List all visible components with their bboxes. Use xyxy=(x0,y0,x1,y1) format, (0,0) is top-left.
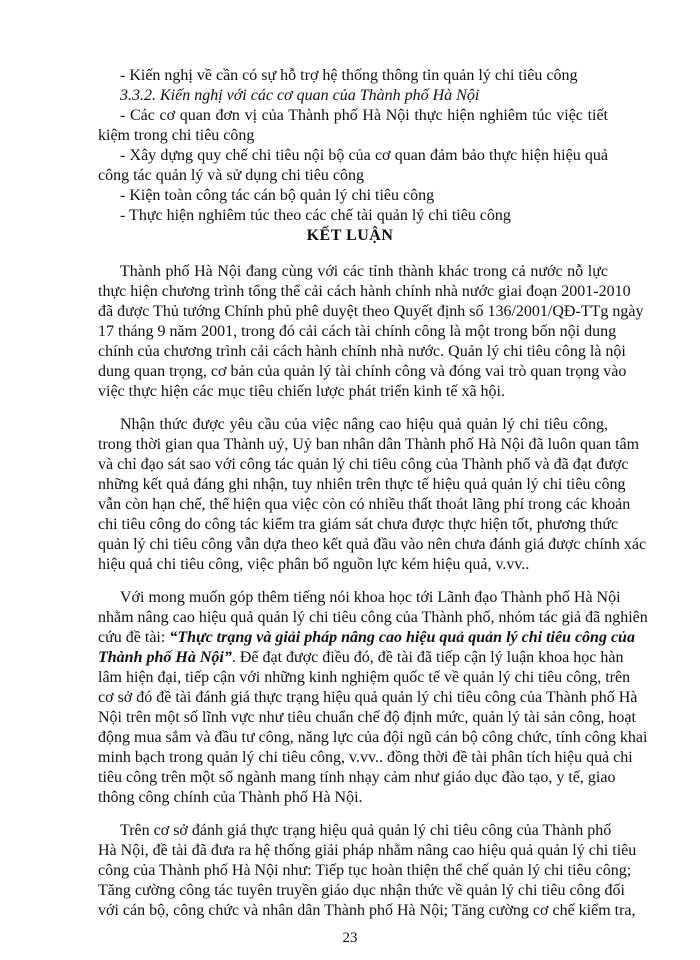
paragraph-line: trong thời gian qua Thành uỷ, Uỷ ban nhân dân Thành phố Hà Nội đã luôn quan tâm xyxy=(98,436,640,453)
paragraph-line: việc thực hiện các mục tiêu chiến lược phát triển kinh tế xã hội. xyxy=(98,383,505,400)
paragraph-line: Thành phố Hà Nội đang cùng với các tỉnh thành khác trong cả nước nỗ lực xyxy=(120,263,608,280)
paragraph-line: chi tiêu công do công tác kiểm tra giám sát chưa được thực hiện tốt, phương thức xyxy=(98,516,619,533)
paragraph-line: 17 tháng 9 năm 2001, trong đó cải cách tài chính công là một trong bốn nội dung xyxy=(98,323,617,340)
paragraph-line: vẫn còn hạn chế, thể hiện qua việc còn có nhiều thất thoát lãng phí trong các khoản xyxy=(98,496,631,513)
text-segment: . Để đạt được điều đó, đề tài đã tiếp cận lý luận khoa học hàn xyxy=(231,649,624,666)
study-title: “Thực trạng và giải pháp nâng cao hiệu quả quản lý chi tiêu công của xyxy=(169,629,635,646)
paragraph-line: hiệu quả chi tiêu công, việc phân bổ nguồn lực kém hiệu quả, v.vv.. xyxy=(98,556,530,573)
recommendation-item: - Kiến nghị về cần có sự hỗ trợ hệ thống thông tin quản lý chi tiêu công xyxy=(120,67,578,84)
recommendation-item: - Xây dựng quy chế chi tiêu nội bộ của cơ quan đảm bảo thực hiện hiệu quả xyxy=(120,147,608,164)
paragraph-line: Với mong muốn góp thêm tiếng nói khoa học tới Lãnh đạo Thành phố Hà Nội xyxy=(120,589,621,606)
conclusion-heading: KẾT LUẬN xyxy=(306,227,394,244)
paragraph-line: những kết quả đáng ghi nhận, tuy nhiên trên thực tế hiệu quả quản lý chi tiêu công xyxy=(98,476,626,493)
paragraph-line: Hà Nội, đề tài đã đưa ra hệ thống giải pháp nhằm nâng cao hiệu quả quản lý chi tiêu xyxy=(98,842,637,859)
paragraph-line: dung quan trọng, cơ bản của quản lý tài chính công và đóng vai trò quan trọng vào xyxy=(98,363,627,380)
recommendation-item: - Các cơ quan đơn vị của Thành phố Hà Nội thực hiện nghiêm túc việc tiết xyxy=(120,107,608,124)
paragraph-line: với cán bộ, công chức và nhân dân Thành phố Hà Nội; Tăng cường cơ chế kiểm tra, xyxy=(98,902,636,919)
paragraph-line xyxy=(98,648,624,668)
paragraph-line: động mua sắm và đầu tư công, năng lực của đội ngũ cán bộ công chức, tính công khai xyxy=(98,729,648,746)
recommendation-item-cont: kiệm trong chi tiêu công xyxy=(98,127,255,144)
paragraph-line: thông công chính của Thành phố Hà Nội. xyxy=(98,789,363,806)
paragraph-line: và chỉ đạo sát sao với công tác quản lý chi tiêu công của Thành phố và đã đạt được xyxy=(98,456,629,473)
page-number: 23 xyxy=(342,930,358,946)
recommendation-item-cont: công tác quản lý và sử dụng chi tiêu công xyxy=(98,167,364,184)
text-segment: cứu đề tài: xyxy=(98,629,170,646)
paragraph-line: chính của chương trình cải cách hành chính nhà nước. Quản lý chi tiêu công là nội xyxy=(98,343,626,360)
paragraph-line: lâm hiện đại, tiếp cận với những kinh nghiệm quốc tế về quản lý chi tiêu công, trên xyxy=(98,669,631,686)
recommendation-item: - Thực hiện nghiêm túc theo các chế tài quản lý chi tiêu công xyxy=(120,207,511,224)
paragraph-line: Tăng cường công tác tuyên truyền giáo dục nhận thức về quản lý chi tiêu công đối xyxy=(98,882,625,899)
section-title: 3.3.2. Kiến nghị với các cơ quan của Thành phố Hà Nội xyxy=(120,87,480,104)
paragraph-line: Nhận thức được yêu cầu của việc nâng cao hiệu quả quản lý chi tiêu công, xyxy=(120,416,608,433)
study-title: Thành phố Hà Nội” xyxy=(98,649,232,666)
paragraph-line: quản lý chi tiêu công vẫn dựa theo kết quả đầu vào nên chưa đánh giá được chính xác xyxy=(98,536,647,553)
paragraph-line: cơ sở đó đề tài đánh giá thực trạng hiệu quả quản lý chi tiêu công của Thành phố Hà xyxy=(98,689,638,706)
paragraph-line: Nội trên một số lĩnh vực như tiêu chuẩn chế độ định mức, quản lý tài sản công, hoạt xyxy=(98,709,636,726)
paragraph-line: tiêu công trên một số ngành mang tính nhạy cảm như giáo dục đào tạo, y tế, giao xyxy=(98,769,616,786)
paragraph-line: nhằm nâng cao hiệu quả quản lý chi tiêu công của Thành phố, nhóm tác giả đã nghiên xyxy=(98,609,648,626)
paragraph-line: đã được Thủ tướng Chính phủ phê duyệt theo Quyết định số 136/2001/QĐ-TTg ngày xyxy=(98,303,644,320)
paragraph-line xyxy=(98,628,635,648)
paragraph-line: công của Thành phố Hà Nội như: Tiếp tục hoàn thiện thể chế quản lý chi tiêu công; xyxy=(98,862,632,879)
paragraph-line: minh bạch trong quản lý chi tiêu công, v.vv.. đồng thời đề tài phân tích hiệu quả chi xyxy=(98,749,633,766)
recommendation-item: - Kiện toàn công tác cán bộ quản lý chi tiêu công xyxy=(120,187,435,204)
paragraph-line: Trên cơ sở đánh giá thực trạng hiệu quả quản lý chi tiêu công của Thành phố xyxy=(120,822,612,839)
paragraph-line: thực hiện chương trình tổng thể cải cách hành chính nhà nước giai đoạn 2001-2010 xyxy=(98,283,631,300)
